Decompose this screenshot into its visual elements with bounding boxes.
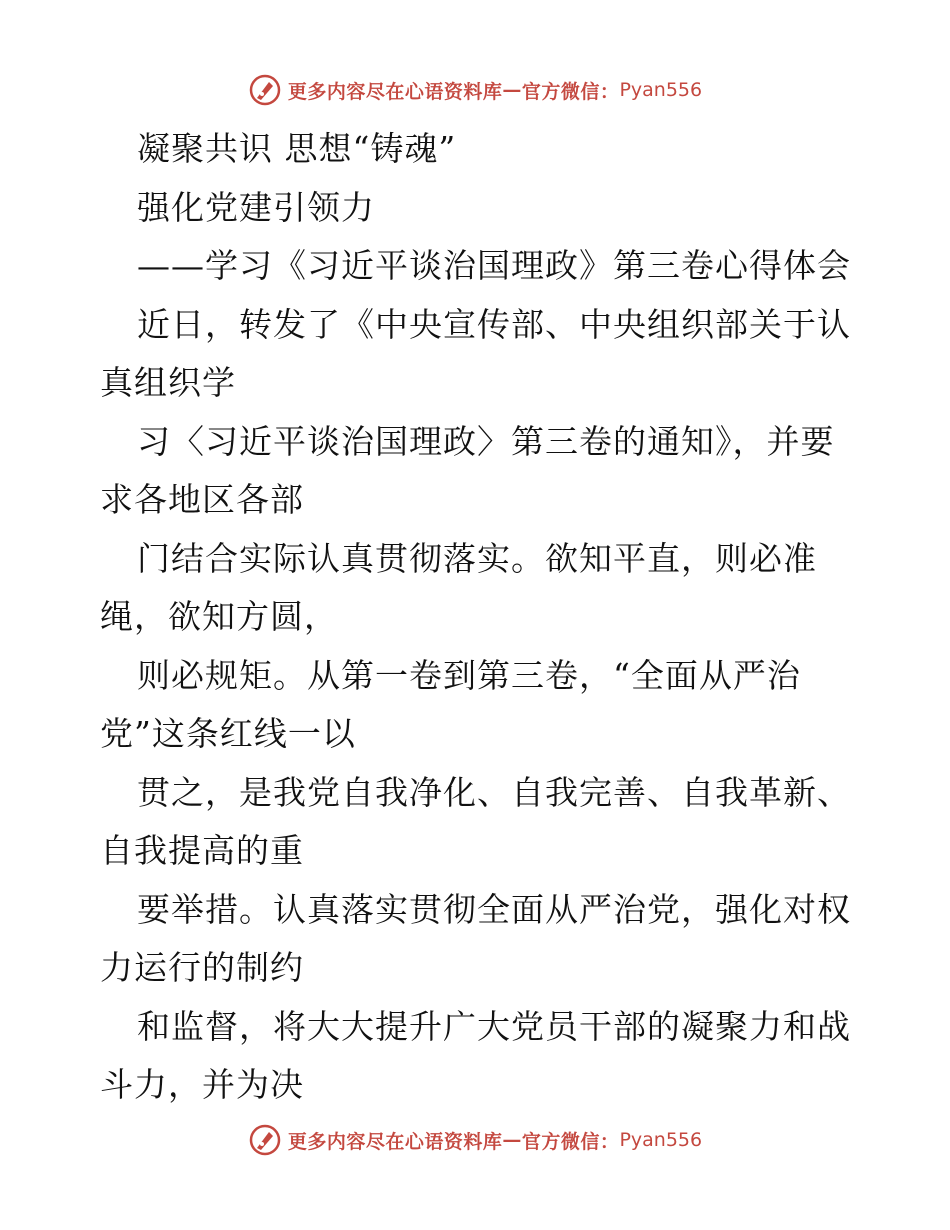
paragraph-line: 则必规矩。从第一卷到第三卷，“全面从严治 — [137, 655, 801, 695]
paragraph-line: 党”这条红线一以 — [100, 714, 356, 753]
paragraph-line: 求各地区各部 — [100, 480, 304, 519]
banner-site-text: 更多内容尽在心语资料库 — [287, 80, 503, 103]
pen-nib-logo-icon — [248, 1123, 282, 1157]
paragraph-line: 和监督，将大大提升广大党员干部的凝聚力和战 — [137, 1006, 851, 1046]
paragraph-line: 习〈习近平谈治国理政〉第三卷的通知》，并要 — [137, 421, 835, 461]
title-line: 凝聚共识 思想“铸魂” — [137, 129, 457, 168]
subtitle-line: 强化党建引领力 — [137, 187, 375, 227]
heading-line: ——学习《习近平谈治国理政》第三卷心得体会 — [137, 246, 851, 285]
footer-dash: — — [502, 1129, 522, 1151]
banner-dash: — — [502, 79, 522, 101]
document-body — [100, 120, 860, 1115]
pen-nib-logo-icon — [248, 73, 282, 107]
paragraph-line: 近日，转发了《中央宣传部、中央组织部关于认 — [137, 304, 851, 344]
banner-wechat-id: Pyan556 — [619, 79, 703, 101]
paragraph-line: 斗力，并为决 — [100, 1065, 304, 1104]
paragraph-line: 真组织学 — [100, 363, 236, 402]
paragraph-line: 要举措。认真落实贯彻全面从严治党，强化对权 — [137, 889, 851, 929]
footer-banner — [0, 1120, 950, 1160]
banner-wechat-label: 官方微信： — [521, 80, 620, 103]
paragraph-line: 绳，欲知方圆， — [100, 597, 338, 636]
paragraph-line: 贯之，是我党自我净化、自我完善、自我革新、 — [137, 772, 851, 812]
header-banner — [0, 70, 950, 110]
paragraph-line: 自我提高的重 — [100, 831, 304, 870]
footer-wechat-label: 官方微信： — [521, 1130, 620, 1153]
paragraph-line: 力运行的制约 — [100, 948, 304, 987]
paragraph-line: 门结合实际认真贯彻落实。欲知平直，则必准 — [137, 538, 817, 578]
footer-wechat-id: Pyan556 — [619, 1129, 703, 1151]
footer-site-text: 更多内容尽在心语资料库 — [287, 1130, 503, 1153]
